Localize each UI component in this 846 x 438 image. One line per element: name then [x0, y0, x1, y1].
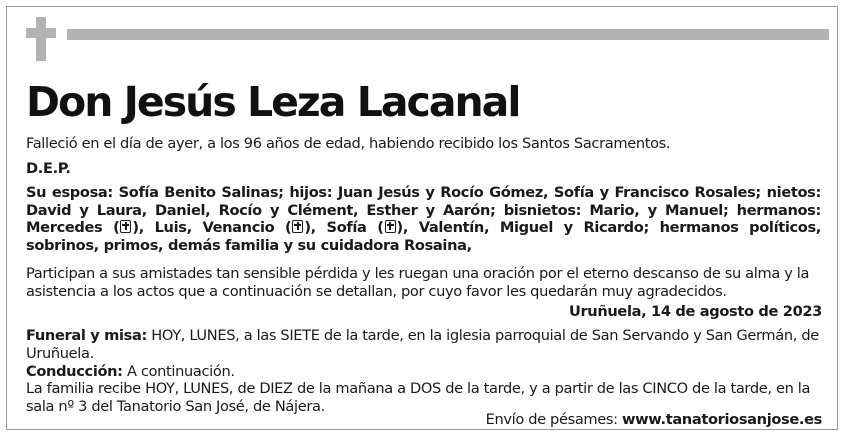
funeral-text: HOY, LUNES, a las SIETE de la tarde, en la iglesia parroquial de San Servando y San Germán, de Uruñuela.	[26, 327, 819, 362]
deceased-name: Don Jesús Leza Lacanal	[26, 78, 520, 126]
header-rule	[67, 29, 829, 40]
condolences-label: Envío de pésames:	[485, 411, 623, 428]
funeral-info	[26, 327, 821, 362]
family-list	[26, 184, 821, 254]
place-date: Uruñuela, 14 de agosto de 2023	[568, 303, 822, 320]
condolences	[486, 411, 822, 429]
condolences-link[interactable]: www.tanatoriosanjose.es	[622, 411, 822, 428]
dep-label: D.E.P.	[26, 160, 71, 177]
family-text-3: ), Sofía (	[304, 219, 384, 236]
deceased-cross-icon	[292, 220, 303, 233]
funeral-label: Funeral y misa:	[26, 327, 147, 344]
deceased-cross-icon	[385, 220, 396, 233]
cross-icon-bar	[26, 28, 56, 38]
family-receives: La familia recibe HOY, LUNES, de DIEZ de la mañana a DOS de la tarde, y a partir de las CINCO de la tarde, en la sala nº 3 del Tanatorio San José, de Nájera.	[26, 380, 811, 415]
family-text-2: ), Luis, Venancio (	[132, 219, 292, 236]
family-text-4: ), Valentín, Miguel y Ricardo; hermanos políticos, sobrinos, primos, demás familia y su cuidadora Rosaina,	[26, 219, 822, 254]
conduction-label: Conducción:	[26, 363, 123, 380]
invitation-text: Participan a sus amistades tan sensible pérdida y les ruegan una oración por el eterno descanso de su alma y la asistencia a los actos que a continuación se detallan, por cuyo favor les quedarán muy agradecidos.	[26, 265, 810, 300]
cross-icon	[36, 17, 46, 61]
death-notice: Falleció en el día de ayer, a los 96 años de edad, habiendo recibido los Santos Sacramentos.	[26, 135, 671, 152]
conduction-text: A continuación.	[122, 363, 235, 380]
family-text-1: Su esposa: Sofía Benito Salinas; hijos: Juan Jesús y Rocío Gómez, Sofía y Francisco Rosales; nietos: David y Laura, Daniel, Rocío y Clément, Esther y Aarón; bisnietos: Mario, y Manuel; hermanos: Mercedes (	[26, 184, 821, 236]
deceased-cross-icon	[120, 220, 131, 233]
conduction-info	[26, 363, 235, 381]
